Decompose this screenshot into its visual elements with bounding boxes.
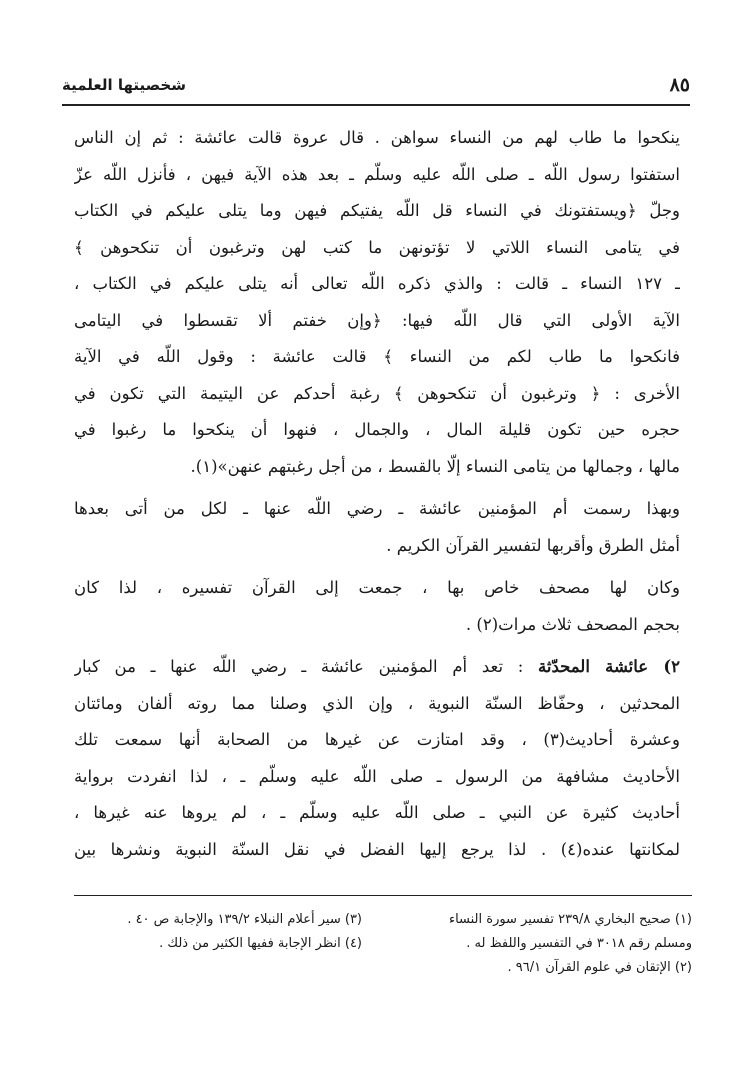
text-line: وجلّ ﴿ويستفتونك في النساء قل اللّه يفتيكم فيهن وما يتلى عليكم في الكتاب	[74, 201, 680, 220]
text-line: ـ ١٢٧ النساء ـ قالت : والذي ذكره اللّه تعالى أنه يتلى عليكم في الكتاب ،	[74, 274, 680, 293]
text-line: المحدثين ، وحفّاظ السنّة النبوية ، وإن الذي وصلنا مما روته ألفان ومائتان	[74, 693, 680, 713]
footnote-divider	[74, 895, 692, 896]
text-line: استفتوا رسول اللّه ـ صلى اللّه عليه وسلّم ـ بعد هذه الآية فيهن ، فأنزل اللّه عزّ	[74, 164, 680, 184]
footnote-line: (٢) الإتقان في علوم القرآن ٩٦/١ .	[507, 960, 692, 975]
text-line: ينكحوا ما طاب لهم من النساء سواهن . قال عروة قالت عائشة : ثم إن الناس	[74, 128, 680, 147]
page-number: ٨٥	[669, 74, 690, 96]
header-divider	[62, 104, 690, 106]
text-line: أحاديث كثيرة عن النبي ـ صلى اللّه عليه وسلّم ـ ، لم يروها عنه غيرها ،	[74, 803, 680, 822]
footnote-line: (٤) انظر الإجابة ففيها الكثير من ذلك .	[159, 936, 362, 951]
section-heading-continuation: : تعد أم المؤمنين عائشة ـ رضي اللّه عنها ـ من كبار	[74, 657, 538, 676]
text-line: وكان لها مصحف خاص بها ، جمعت إلى القرآن تفسيره ، لذا كان	[74, 578, 680, 597]
text-line: لمكانتها عنده(٤) . لذا يرجع إليها الفضل في نقل السنّة النبوية ونشرها بين	[74, 839, 680, 859]
text-line: الآية الأولى التي قال اللّه فيها: ﴿وإن خفتم ألا تقسطوا في اليتامى	[74, 310, 680, 330]
text-line: مالها ، وجمالها من يتامى النساء إلّا بالقسط ، من أجل رغبتهم عنهن»(١).	[190, 456, 680, 476]
text-line: أمثل الطرق وأقربها لتفسير القرآن الكريم .	[386, 535, 680, 555]
page-header	[62, 72, 690, 102]
footnote-line: ومسلم رقم ٣٠١٨ في التفسير واللفظ له .	[466, 936, 692, 951]
footnotes-right-column	[372, 908, 692, 980]
text-line: الأخرى : ﴿ وترغبون أن تنكحوهن ﴾ رغبة أحدكم عن اليتيمة التي تكون في	[74, 383, 680, 403]
paragraph-2	[74, 491, 680, 564]
text-line: حجره حين تكون قليلة المال ، والجمال ، فنهوا أن ينكحوا ما رغبوا في	[74, 420, 680, 439]
footnote-line: (١) صحيح البخاري ٢٣٩/٨ تفسير سورة النساء	[448, 912, 692, 927]
text-line: في يتامى النساء اللاتي لا تؤتونهن ما كتب لهن وترغبون أن تنكحوهن ﴾	[74, 237, 680, 257]
section-2	[74, 649, 680, 868]
footnotes-left-column	[74, 908, 362, 956]
main-text	[74, 120, 680, 868]
text-line: وعشرة أحاديث(٣) ، وقد امتازت عن غيرها من الصحابة أنها سمعت تلك	[74, 730, 680, 749]
text-line	[74, 649, 680, 686]
text-line: وبهذا رسمت أم المؤمنين عائشة ـ رضي اللّه عنها ـ لكل من أتى بعدها	[74, 499, 680, 518]
text-line: بحجم المصحف ثلاث مرات(٢) .	[465, 614, 680, 634]
paragraph-1	[74, 120, 680, 485]
running-title: شخصيتها العلمية	[62, 76, 186, 94]
text-line: فانكحوا ما طاب لكم من النساء ﴾ قالت عائشة : وقول اللّه في الآية	[74, 347, 680, 366]
section-heading: ٢) عائشة المحدّثة	[538, 657, 680, 676]
footnote-line: (٣) سير أعلام النبلاء ١٣٩/٢ والإجابة ص ٤٠ .	[127, 912, 362, 927]
text-line: الأحاديث مشافهة من الرسول ـ صلى اللّه عليه وسلّم ـ ، لذا انفردت برواية	[74, 766, 680, 786]
paragraph-3	[74, 570, 680, 643]
